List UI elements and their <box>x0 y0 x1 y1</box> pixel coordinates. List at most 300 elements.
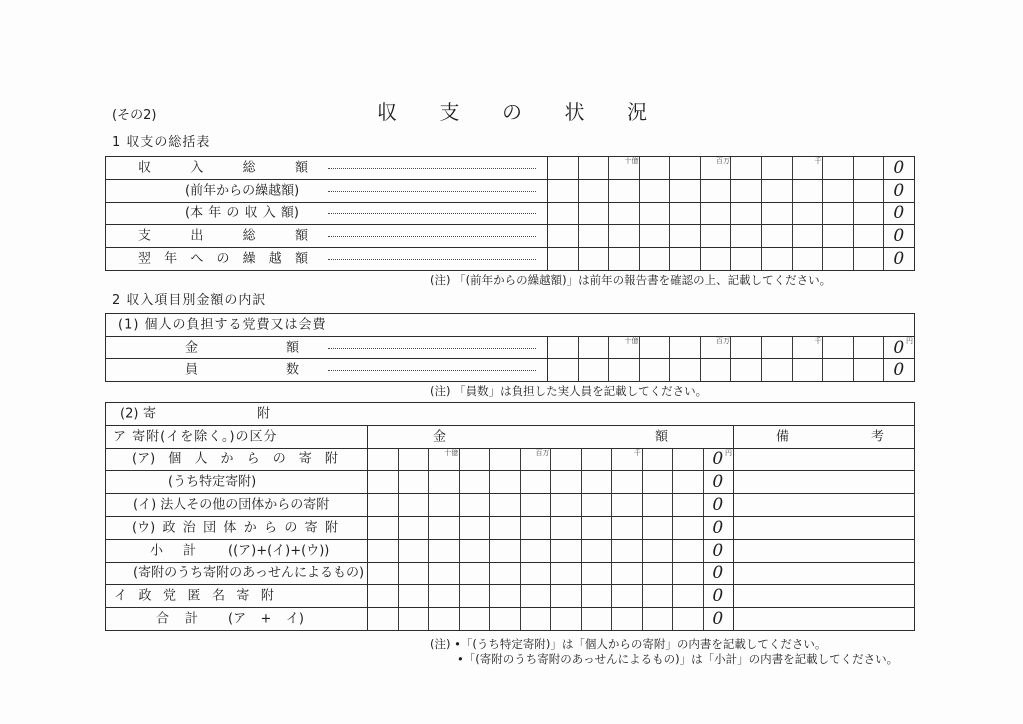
row-label <box>132 521 338 534</box>
digit-cell <box>669 337 700 359</box>
digit-cell <box>730 248 761 270</box>
label-glyph-group: 合 <box>156 611 170 627</box>
digit-cell <box>489 608 520 630</box>
digit-cell <box>730 225 761 247</box>
digit-cell <box>581 494 612 516</box>
digit-cell <box>489 585 520 607</box>
label-glyph-group: (ア <box>228 611 247 627</box>
digit-cell <box>761 248 792 270</box>
membership-headcount-row <box>106 358 914 381</box>
amount-value: 0 <box>712 609 724 630</box>
row-label-cell <box>106 180 548 202</box>
unit-label-ten-billion: 十億 <box>624 336 639 345</box>
digit-cell <box>853 180 884 202</box>
label-glyph-group: ら <box>264 520 278 536</box>
label-glyph-group: 額 <box>294 228 308 244</box>
remarks-cell <box>733 449 914 471</box>
digit-cell <box>489 517 520 539</box>
digit-cell <box>520 585 551 607</box>
donations-number: (2) <box>120 406 139 422</box>
carryover-from-previous-year-row <box>106 179 914 202</box>
digit-cell <box>581 563 612 585</box>
unit-label-thousand: 千 <box>814 157 822 165</box>
category-header-cell <box>106 426 368 448</box>
digit-cell <box>548 203 578 225</box>
digit-cell <box>428 540 459 562</box>
donations-table <box>105 402 915 631</box>
digit-cell <box>548 157 578 179</box>
remarks-cell <box>733 494 914 516</box>
amount-digit-grid <box>548 180 914 202</box>
digit-cell <box>581 471 612 493</box>
digit-cell <box>459 494 490 516</box>
label-glyph-group: + <box>260 611 272 627</box>
digit-cell <box>672 471 703 493</box>
digit-cell <box>672 608 703 630</box>
row-label-cell <box>106 248 548 270</box>
digit-cell <box>792 180 823 202</box>
digit-cell <box>672 585 703 607</box>
membership-fees-table <box>105 313 915 382</box>
label-glyph-group: 収 <box>244 205 258 221</box>
digit-cell <box>581 540 612 562</box>
label-glyph-group: の <box>502 100 522 124</box>
label-glyph-group: 計 <box>182 543 196 559</box>
digit-cell <box>459 517 490 539</box>
row-label <box>185 207 299 220</box>
digit-cell <box>548 248 578 270</box>
remarks-cell <box>733 585 914 607</box>
label-glyph-group: の <box>284 520 298 536</box>
digit-cell <box>428 494 459 516</box>
row-formula: ((ア)+(イ)+(ウ)) <box>228 543 330 559</box>
label-glyph-group: 体 <box>223 520 237 536</box>
digit-cell <box>853 203 884 225</box>
digit-cell <box>672 540 703 562</box>
row-label: (うち特定寄附) <box>168 474 257 490</box>
digit-cell <box>792 203 823 225</box>
digit-cell <box>398 494 429 516</box>
digit-cell <box>730 337 761 359</box>
label-glyph-group: 額 <box>294 251 308 267</box>
digit-cell <box>459 585 490 607</box>
digit-cell <box>642 494 673 516</box>
title-cell <box>106 403 914 425</box>
label-glyph-group: 考 <box>870 429 884 445</box>
label-glyph-group: 党 <box>162 588 176 604</box>
digit-cell <box>639 225 670 247</box>
title-cell <box>106 314 914 336</box>
digit-cell <box>853 225 884 247</box>
amount-value: 0 <box>893 226 905 247</box>
digit-cell <box>822 180 853 202</box>
digit-cell <box>428 585 459 607</box>
digit-cell <box>639 180 670 202</box>
digit-cell <box>639 359 670 381</box>
remarks-cell <box>733 517 914 539</box>
digit-cell <box>642 585 673 607</box>
row-label <box>138 253 308 266</box>
donations-title <box>143 407 270 420</box>
donations-note-2: •「(寄附のうち寄附のあっせんによるもの)」は「小計」の内書を記載してください。 <box>457 652 899 666</box>
grand-total-row <box>106 607 914 630</box>
label-glyph-group: 入 <box>190 160 204 176</box>
current-year-income-row <box>106 202 914 225</box>
label-glyph-group: 員 <box>185 362 199 378</box>
digit-cell <box>398 540 429 562</box>
amount-header <box>433 430 668 443</box>
political-group-donations-row <box>106 516 914 539</box>
row-label <box>114 590 274 603</box>
digit-cell <box>853 248 884 270</box>
row-label <box>132 453 338 466</box>
section-heading-breakdown: 2 収入項目別金額の内訳 <box>112 293 267 308</box>
amount-value: 0 <box>893 180 905 201</box>
dotted-leader <box>328 236 536 237</box>
amount-value: 0 <box>712 540 724 561</box>
membership-fees-note: (注) 「員数」は負担した実人員を記載してください。 <box>430 384 708 398</box>
digit-cell <box>368 494 398 516</box>
amount-digit-grid <box>368 471 733 493</box>
label-glyph-group: 支 <box>439 100 460 124</box>
row-label-cell <box>106 225 548 247</box>
amount-value: 0 <box>893 249 905 270</box>
digit-cell <box>398 608 429 630</box>
unit-label-yen: 円 <box>725 448 732 457</box>
digit-cell <box>611 517 642 539</box>
label-glyph-group: 額 <box>285 340 299 355</box>
label-glyph-group: 収 <box>138 160 152 176</box>
amount-digit-grid <box>548 203 914 225</box>
row-label: (前年からの繰越額) <box>185 183 300 199</box>
amount-digit-grid <box>368 585 733 607</box>
membership-fees-title: (1) 個人の負担する党費又は会費 <box>118 317 327 333</box>
digit-cell <box>368 449 398 471</box>
digit-cell <box>672 517 703 539</box>
digit-cell <box>608 225 639 247</box>
label-glyph-group: へ <box>190 251 204 267</box>
digit-cell <box>368 563 398 585</box>
headcount-value: 0 <box>893 360 905 381</box>
digit-cell <box>578 359 609 381</box>
digit-cell <box>550 449 581 471</box>
amount-digit-grid <box>368 517 733 539</box>
unit-label-yen: 円 <box>906 336 913 345</box>
dotted-leader <box>328 348 536 349</box>
digit-cell <box>581 608 612 630</box>
amount-value: 0 <box>712 586 724 607</box>
digit-cell <box>611 540 642 562</box>
digit-cell <box>822 203 853 225</box>
digit-cell <box>608 180 639 202</box>
corporate-donations-row <box>106 493 914 516</box>
label-glyph-group: ら <box>246 451 260 467</box>
digit-cell <box>459 608 490 630</box>
amount-digit-grid <box>548 248 914 270</box>
unit-label-million: 百万 <box>535 448 550 457</box>
mediated-donations-row <box>106 562 914 585</box>
amount-digit-grid <box>548 157 914 179</box>
digit-cell <box>428 563 459 585</box>
row-label-cell <box>106 563 368 585</box>
digit-cell <box>578 225 609 247</box>
digit-cell <box>581 517 612 539</box>
label-glyph-group: 計 <box>184 611 198 627</box>
label-glyph-group: か <box>243 520 257 536</box>
digit-cell <box>792 248 823 270</box>
digit-cell <box>611 608 642 630</box>
digit-cell <box>730 203 761 225</box>
label-glyph-group: 名 <box>211 588 225 604</box>
row-formula <box>228 613 304 626</box>
label-glyph-group: 政 <box>138 588 152 604</box>
amount-value: 0 <box>712 563 724 584</box>
amount-value: 0 <box>712 472 724 493</box>
row-label <box>138 230 308 243</box>
digit-cell <box>428 517 459 539</box>
label-glyph-group: 出 <box>190 228 204 244</box>
row-label: (イ) 法人その他の団体からの寄附 <box>133 497 330 513</box>
label-glyph-group: 寄 <box>143 406 157 422</box>
digit-cell <box>761 203 792 225</box>
amount-value: 0 <box>893 203 905 224</box>
digit-cell <box>398 471 429 493</box>
individual-donations-row <box>106 448 914 471</box>
digit-cell <box>578 248 609 270</box>
label-glyph-group: 繰 <box>242 251 256 267</box>
digit-cell <box>398 585 429 607</box>
digit-cell <box>761 359 792 381</box>
digit-cell <box>642 540 673 562</box>
digit-cell <box>368 517 398 539</box>
digit-cell <box>642 471 673 493</box>
digit-cell <box>792 225 823 247</box>
label-glyph-group: 人 <box>194 451 208 467</box>
remarks-header <box>776 430 884 443</box>
row-label <box>185 341 299 354</box>
label-glyph-group: 支 <box>138 228 152 244</box>
digit-cell <box>761 157 792 179</box>
digit-cell <box>700 248 731 270</box>
remarks-cell <box>733 540 914 562</box>
label-glyph-group: 年 <box>164 251 178 267</box>
digit-cell <box>639 203 670 225</box>
digit-cell <box>520 471 551 493</box>
digit-cell <box>548 337 578 359</box>
digit-cell <box>608 359 639 381</box>
donations-title-row <box>106 403 914 425</box>
row-label-cell <box>106 585 368 607</box>
digit-cell <box>611 563 642 585</box>
digit-cell <box>578 337 609 359</box>
digit-cell <box>548 180 578 202</box>
digit-cell <box>520 540 551 562</box>
amount-digit-grid <box>368 540 733 562</box>
digit-cell <box>669 180 700 202</box>
digit-cell <box>792 359 823 381</box>
digit-cell <box>669 203 700 225</box>
label-glyph-group: の <box>226 205 240 221</box>
label-glyph-group: 寄 <box>298 451 312 467</box>
membership-amount-row <box>106 336 914 359</box>
row-label <box>138 161 308 174</box>
label-glyph-group: イ) <box>285 611 304 627</box>
digit-cell <box>398 449 429 471</box>
digit-cell <box>608 248 639 270</box>
digit-cell <box>730 157 761 179</box>
digit-cell <box>642 608 673 630</box>
row-label-cell <box>106 157 548 179</box>
label-glyph-group: 寄 <box>304 520 318 536</box>
donations-header-row <box>106 425 914 448</box>
row-label-cell <box>106 494 368 516</box>
row-label-cell <box>106 359 548 381</box>
digit-cell <box>548 225 578 247</box>
remarks-cell <box>733 608 914 630</box>
digit-cell <box>581 585 612 607</box>
label-glyph-group: 小 <box>150 543 164 559</box>
amount-digit-grid <box>548 359 914 381</box>
dotted-leader <box>328 191 536 192</box>
label-glyph-group: イ <box>114 588 128 604</box>
digit-cell <box>611 471 642 493</box>
digit-cell <box>459 449 490 471</box>
amount-value: 0 <box>893 157 905 178</box>
digit-cell <box>608 203 639 225</box>
label-glyph-group: の <box>216 251 230 267</box>
digit-cell <box>822 157 853 179</box>
label-glyph-group: 況 <box>627 100 647 124</box>
label-glyph-group: 匿 <box>187 588 201 604</box>
digit-cell <box>398 563 429 585</box>
unit-label-thousand: 千 <box>633 448 641 457</box>
subtotal-row <box>106 539 914 562</box>
digit-cell <box>669 225 700 247</box>
label-glyph-group: (本 <box>185 205 204 221</box>
label-glyph-group: 備 <box>776 429 790 445</box>
row-label <box>150 544 196 557</box>
amount-digit-grid <box>368 449 733 471</box>
digit-cell <box>581 449 612 471</box>
label-glyph-group: 状 <box>564 100 585 124</box>
digit-cell <box>368 540 398 562</box>
digit-cell <box>669 157 700 179</box>
label-glyph-group: 年 <box>208 205 222 221</box>
digit-cell <box>550 563 581 585</box>
label-glyph-group: 総 <box>242 228 256 244</box>
label-glyph-group: 収 <box>377 100 397 124</box>
digit-cell <box>853 337 884 359</box>
label-glyph-group: 個 <box>168 451 182 467</box>
label-glyph-group: 入 <box>262 205 276 221</box>
row-label-cell <box>106 449 368 471</box>
label-glyph-group: 額) <box>280 205 299 221</box>
category-header: ア 寄附(イを除く。)の区分 <box>113 429 278 445</box>
digit-cell <box>672 494 703 516</box>
digit-cell <box>459 563 490 585</box>
digit-cell <box>520 517 551 539</box>
amount-header-cell <box>368 426 733 448</box>
unit-label-thousand: 千 <box>814 336 822 345</box>
amount-digit-grid <box>548 337 914 359</box>
digit-cell <box>489 563 520 585</box>
summary-note: (注) 「(前年からの繰越額)」は前年の報告書を確認の上、記載してください。 <box>430 273 832 287</box>
label-glyph-group: 附 <box>324 451 338 467</box>
digit-cell <box>822 359 853 381</box>
dotted-leader <box>328 168 536 169</box>
digit-cell <box>669 248 700 270</box>
label-glyph-group: 額 <box>654 429 668 445</box>
digit-cell <box>459 540 490 562</box>
digit-cell <box>642 449 673 471</box>
amount-digit-grid <box>548 225 914 247</box>
digit-cell <box>548 359 578 381</box>
label-glyph-group: 総 <box>242 160 256 176</box>
row-label <box>156 613 198 626</box>
row-label-cell <box>106 540 368 562</box>
label-glyph-group: (ア) <box>132 451 156 467</box>
row-label-cell <box>106 337 548 359</box>
digit-cell <box>639 157 670 179</box>
digit-cell <box>700 225 731 247</box>
amount-value: 0 <box>712 517 724 538</box>
digit-cell <box>550 517 581 539</box>
amount-value: 0 <box>712 495 724 516</box>
digit-cell <box>822 225 853 247</box>
digit-cell <box>700 359 731 381</box>
dotted-leader <box>328 213 536 214</box>
digit-cell <box>853 359 884 381</box>
digit-cell <box>761 337 792 359</box>
remarks-cell <box>733 563 914 585</box>
digit-cell <box>428 471 459 493</box>
section-heading-summary: 1 収支の総括表 <box>112 135 211 150</box>
digit-cell <box>730 359 761 381</box>
label-glyph-group: 数 <box>285 362 299 378</box>
digit-cell <box>761 225 792 247</box>
amount-value: 0 <box>893 337 905 358</box>
amount-digit-grid <box>368 494 733 516</box>
label-glyph-group: (ウ) <box>132 520 156 536</box>
digit-cell <box>489 471 520 493</box>
amount-digit-grid <box>368 608 733 630</box>
label-glyph-group: 附 <box>260 588 274 604</box>
total-expenditure-row <box>106 224 914 247</box>
label-glyph-group: 金 <box>185 340 199 355</box>
digit-cell <box>398 517 429 539</box>
digit-cell <box>611 494 642 516</box>
label-glyph-group: 寄 <box>236 588 250 604</box>
label-glyph-group: 附 <box>256 406 270 422</box>
specified-donations-row <box>106 470 914 493</box>
digit-cell <box>550 608 581 630</box>
digit-cell <box>550 540 581 562</box>
remarks-header-cell <box>733 426 914 448</box>
amount-value: 0 <box>712 449 724 470</box>
unit-label-ten-billion: 十億 <box>624 157 639 165</box>
label-glyph-group: 治 <box>182 520 196 536</box>
digit-cell <box>550 471 581 493</box>
digit-cell <box>520 563 551 585</box>
digit-cell <box>672 563 703 585</box>
digit-cell <box>700 203 731 225</box>
label-glyph-group: 政 <box>162 520 176 536</box>
row-label-cell <box>106 517 368 539</box>
digit-cell <box>489 540 520 562</box>
digit-cell <box>822 248 853 270</box>
digit-cell <box>639 337 670 359</box>
row-label-cell <box>106 471 368 493</box>
